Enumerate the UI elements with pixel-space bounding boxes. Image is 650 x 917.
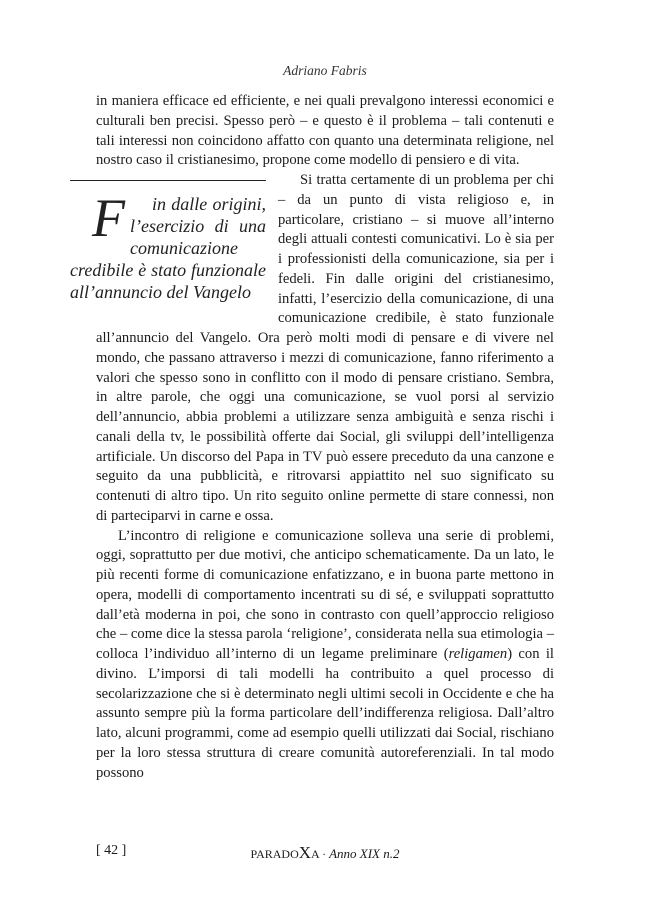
body-text: [70, 92, 554, 783]
paragraph-3-text-b: ) con il divino. L’imporsi di tali modelli ha contribuito a quel processo di secolarizzazione che si è determinato negli ultimi secoli in Occidente e che ha assunto sempre più la forma particolare dell’indifferenza religiosa. Dall’altro lato, alcuni programmi, come ad esempio quelli utilizzati dai Social, rischiano per la loro stessa struttura di creare comunità autoreferenziali. In tal modo possono: [96, 646, 554, 781]
journal-footer: [0, 843, 650, 863]
drop-cap: F: [92, 188, 125, 248]
paragraph-2-text: Si tratta certamente di un problema per chi – da un punto di vista religioso e, in particolare, cristiano – si muove all’interno degli attuali contesti comunicativi. Lo è sia per i professionisti della comunicazione, sia per i fedeli. Fin dalle origini del cristianesimo, infatti, l’esercizio della comunicazione, di una comunicazione credibile, è stato funzionale all’annuncio del Vangelo. Ora però molti modi di pensare e di vivere nel mondo, che passano attraverso i mezzi di comunicazione, fanno riferimento a valori che spesso sono in conflitto con il modo di pensare cristiano. Sembra, in altre parole, che oggi una comunicazione, se vuol porsi al servizio dell’annuncio, abbia problemi a utilizzare senza ambiguità e senza rischi i canali della tv, le possibilità offerte dai Social, gli sviluppi dell’intelligenza artificiale. Un discorso del Papa in TV può essere preceduto da una canzone e seguito da una pubblicità, e ritrovarsi appiattito nel suo significato su contenuti di altro tipo. Un rito seguito online permette di stare connessi, non di parteciparvi in carne e ossa.: [96, 172, 554, 524]
paragraph-2: [70, 171, 554, 527]
journal-name-part1: PARADO: [250, 847, 299, 861]
footer-separator: ·: [319, 847, 330, 861]
paragraph-3: [96, 527, 554, 784]
journal-name-part2: A: [311, 847, 320, 861]
journal-name-x: X: [298, 843, 312, 862]
journal-issue: Anno XIX n.2: [329, 846, 400, 861]
running-head: Adriano Fabris: [283, 63, 367, 78]
pull-quote-text: in dalle origini, l’esercizio di una comunicazione credibile è stato funzionale all’annuncio del Vangelo: [70, 194, 266, 302]
pull-quote: [70, 180, 266, 321]
page-number: [ 42 ]: [96, 843, 127, 858]
paragraph-3-text-a: L’incontro di religione e comunicazione solleva una serie di problemi, oggi, soprattutto per due motivi, che anticipo schematicamente. Da un lato, le più recenti forme di comunicazione enfatizzano, e in buona parte mettono in opera, modelli di comportamento incentrati su di sé, e sviluppati soprattutto dall’età moderna in poi, che sono in contrasto con quell’approccio religioso che – come dice la stessa parola ‘religione’, considerata nella sua etimologia – colloca l’individuo all’interno di un legame preliminare (: [96, 527, 554, 662]
paragraph-1: in maniera efficace ed efficiente, e nei quali prevalgono interessi economici e culturali ben precisi. Spesso però – e questo è il problema – tali contenuti e tali interessi non coincidono affatto con quanto una determinata religione, nel nostro caso il cristianesimo, propone come modello di pensiero e di vita.: [96, 93, 554, 169]
latin-term: religamen: [448, 646, 508, 662]
